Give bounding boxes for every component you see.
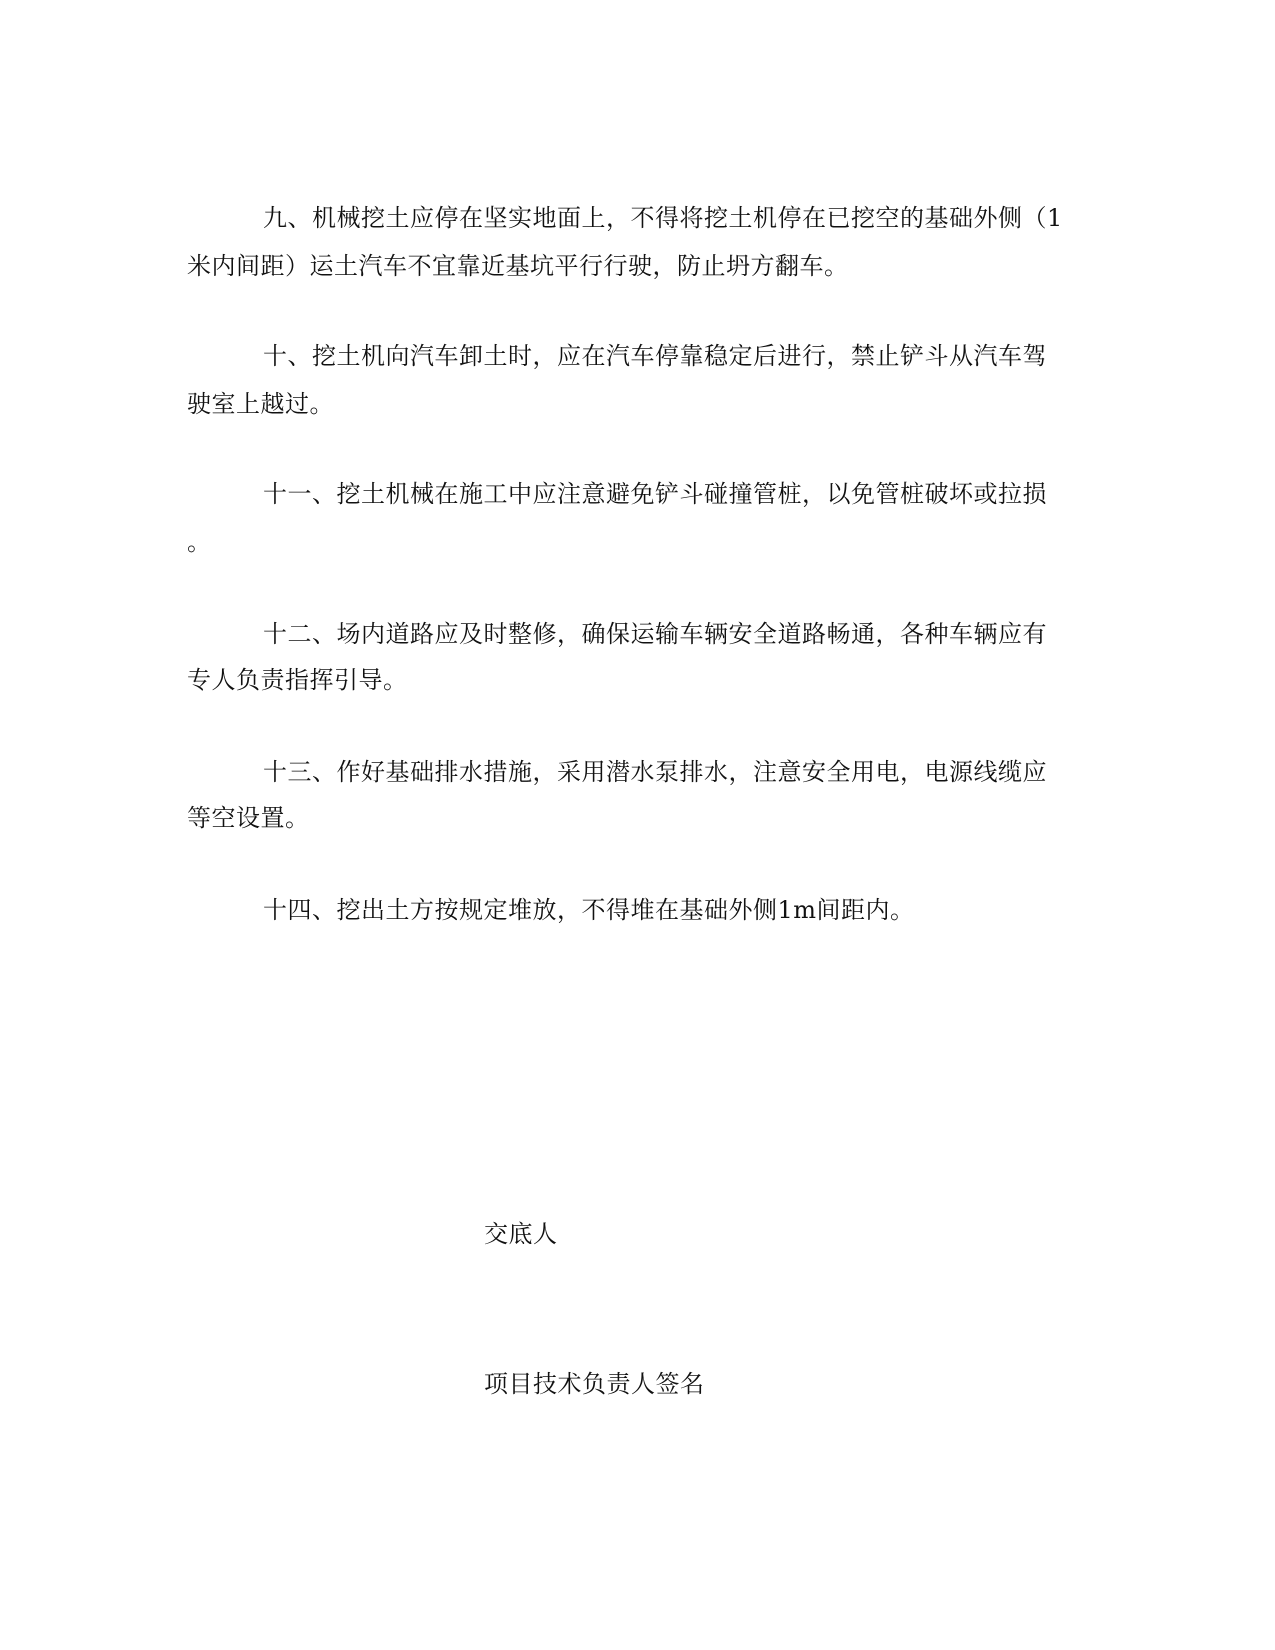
paragraph-10-line-2: 驶室上越过。 — [187, 390, 334, 418]
discloser-label: 交底人 — [484, 1220, 558, 1248]
tech-lead-signature-label: 项目技术负责人签名 — [484, 1370, 705, 1398]
paragraph-9-line-2: 米内间距）运土汽车不宜靠近基坑平行行驶，防止坍方翻车。 — [187, 252, 849, 280]
paragraph-11-line-1: 十一、挖土机械在施工中应注意避免铲斗碰撞管桩，以免管桩破坏或拉损 — [263, 480, 1047, 508]
paragraph-12-line-1: 十二、场内道路应及时整修，确保运输车辆安全道路畅通，各种车辆应有 — [263, 620, 1047, 648]
paragraph-10-line-1: 十、挖土机向汽车卸土时，应在汽车停靠稳定后进行，禁止铲斗从汽车驾 — [263, 342, 1047, 370]
paragraph-13-line-2: 等空设置。 — [187, 804, 310, 832]
paragraph-9-line-1: 九、机械挖土应停在坚实地面上，不得将挖土机停在已挖空的基础外侧（1 — [263, 204, 1063, 232]
paragraph-12-line-2: 专人负责指挥引导。 — [187, 666, 408, 694]
paragraph-11-line-2: 。 — [187, 528, 212, 556]
paragraph-14-line-1: 十四、挖出土方按规定堆放，不得堆在基础外侧1m间距内。 — [263, 896, 915, 924]
paragraph-13-line-1: 十三、作好基础排水措施，采用潜水泵排水，注意安全用电，电源线缆应 — [263, 758, 1047, 786]
